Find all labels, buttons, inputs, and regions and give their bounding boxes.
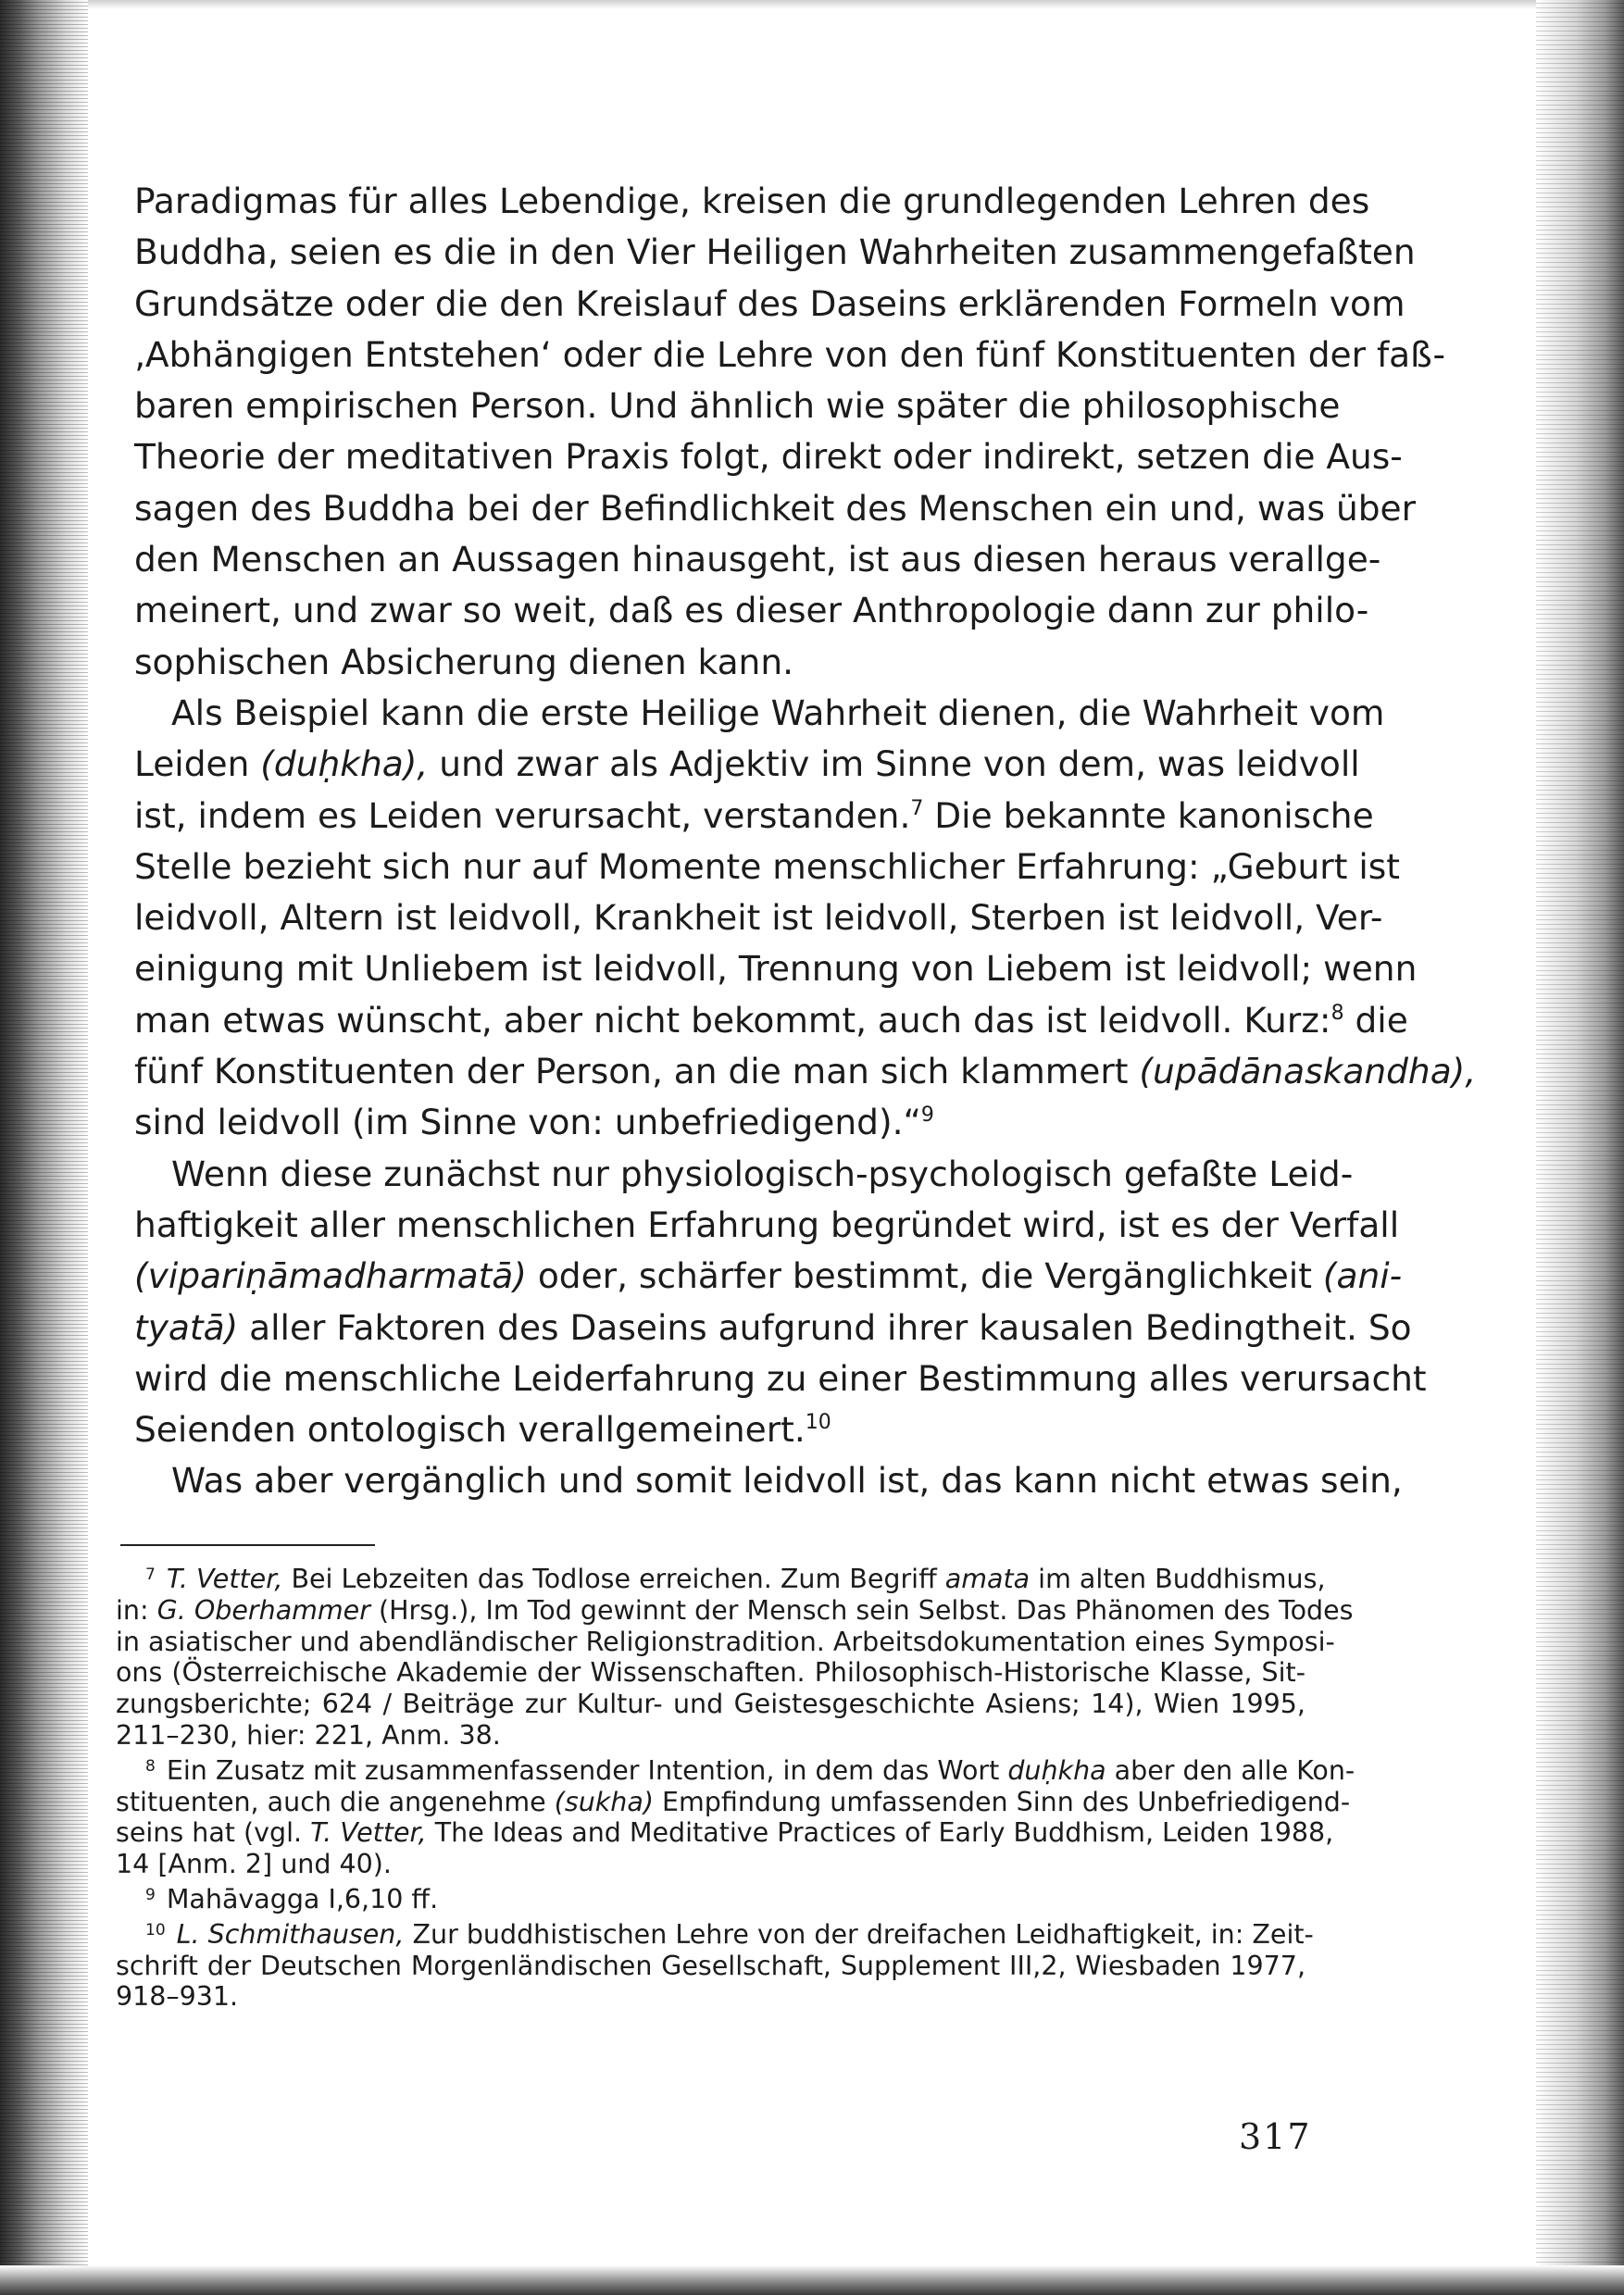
text-line: Wenn diese zunächst nur physiologisch-psychologisch gefaßte Leid-: [171, 1153, 1354, 1194]
text-line: sind leidvoll (im Sinne von: unbefriedigend).“$^9$: [134, 1102, 934, 1143]
footnote-line: $^{10}$ L. Schmithausen, Zur buddhistischen Lehre von der dreifachen Leidhaftigkeit, in: Zeit-: [145, 1918, 1314, 1950]
footnote-line: $^7$ T. Vetter, Bei Lebzeiten das Todlose erreichen. Zum Begriff amata im alten Buddhismus,: [145, 1564, 1326, 1594]
footnote-line: $^9$ Mahāvagga I,6,10 ff.: [145, 1883, 439, 1915]
footnote-9: [116, 1880, 1305, 1915]
text-line: Stelle bezieht sich nur auf Momente menschlicher Erfahrung: „Geburt ist: [134, 845, 1400, 887]
text-line: wird die menschliche Leiderfahrung zu einer Bestimmung alles verursacht: [134, 1357, 1427, 1399]
footnote-line: seins hat (vgl. T. Vetter, The Ideas and Meditative Practices of Early Buddhism, Leiden 1988,: [116, 1817, 1334, 1849]
book-spine-shadow: [0, 0, 88, 2295]
footnote-number: 7: [145, 1565, 156, 1584]
text-line: Seienden ontologisch verallgemeinert.$^{10}$: [134, 1409, 831, 1451]
text-line: ist, indem es Leiden verursacht, verstanden.$^7$ Die bekannte kanonische: [134, 794, 1374, 836]
page-edge-shadow: [1536, 0, 1624, 2295]
footnote-line: 14 [Anm. 2] und 40).: [116, 1849, 392, 1880]
text-line: tyatā) aller Faktoren des Daseins aufgrund ihrer kausalen Bedingtheit. So: [134, 1306, 1412, 1348]
body-paragraph: [134, 176, 1445, 688]
footnote-10: [116, 1915, 1314, 2013]
text-line: haftigkeit aller menschlichen Erfahrung begründet wird, ist es der Verfall: [134, 1204, 1400, 1245]
text-line: leidvoll, Altern ist leidvoll, Krankheit ist leidvoll, Sterben ist leidvoll, Ver-: [134, 897, 1383, 939]
footnote-line: 211–230, hier: 221, Anm. 38.: [116, 1719, 501, 1751]
footnote-line: in asiatischer und abendländischer Religionstradition. Arbeitsdokumentation eines Symposi-: [116, 1626, 1335, 1657]
footnote-line: zungsberichte; 624 / Beiträge zur Kultur- und Geistesgeschichte Asiens; 14), Wien 1995,: [116, 1689, 1305, 1720]
text-line: fünf Konstituenten der Person, an die man sich klammert (upādānaskandha),: [134, 1051, 1477, 1092]
page-number: 317: [1239, 2116, 1312, 2157]
text-line: Leiden (duḥkha), und zwar als Adjektiv im Sinne von dem, was leidvoll: [134, 743, 1360, 785]
body-paragraph: [134, 1455, 1403, 1506]
footnote-line: 918–931.: [116, 1981, 239, 2013]
footnotes: [116, 1560, 1355, 2013]
text-line: (vipariṇāmadharmatā) oder, schärfer bestimmt, die Vergänglichkeit (ani-: [134, 1255, 1403, 1297]
footnote-line: ons (Österreichische Akademie der Wissenschaften. Philosophisch-Historische Klasse, Sit-: [116, 1657, 1305, 1689]
footnote-line: schrift der Deutschen Morgenländischen Gesellschaft, Supplement III,2, Wiesbaden 1977,: [116, 1950, 1305, 1981]
text-line: Buddha, seien es die in den Vier Heiligen Wahrheiten zusammengefaßten: [134, 231, 1416, 273]
text-line: den Menschen an Aussagen hinausgeht, ist aus diesen heraus verallge-: [134, 539, 1381, 580]
footnote-line: in: G. Oberhammer (Hrsg.), Im Tod gewinnt der Mensch sein Selbst. Das Phänomen des Todes: [116, 1594, 1354, 1626]
scan-shadow-bottom: [0, 2265, 1624, 2295]
footnote-number: 10: [145, 1920, 166, 1940]
footnote-number: 9: [145, 1885, 156, 1904]
text-line: Paradigmas für alles Lebendige, kreisen die grundlegenden Lehren des: [134, 181, 1370, 221]
text-line: Grundsätze oder die den Kreislauf des Daseins erklärenden Formeln vom: [134, 282, 1405, 324]
footnote-7: [116, 1560, 1354, 1752]
scan-shadow-top: [0, 0, 1624, 9]
footnote-line: stituenten, auch die angenehme (sukha) Empfindung umfassenden Sinn des Unbefriedigend-: [116, 1786, 1351, 1817]
text-line: Theorie der meditativen Praxis folgt, direkt oder indirekt, setzen die Aus-: [134, 436, 1403, 478]
text-line: ‚Abhängigen Entstehen‘ oder die Lehre von den fünf Konstituenten der faß-: [134, 333, 1445, 375]
body-paragraph: [134, 1149, 1427, 1456]
footnote-8: [116, 1752, 1355, 1880]
footnote-line: $^8$ Ein Zusatz mit zusammenfassender Intention, in dem das Wort duḥkha aber den alle Kon-: [145, 1754, 1355, 1786]
text-line: baren empirischen Person. Und ähnlich wie später die philosophische: [134, 385, 1341, 427]
text-line: sagen des Buddha bei der Befindlichkeit des Menschen ein und, was über: [134, 487, 1417, 529]
body-paragraph: [134, 688, 1477, 1149]
footnote-number: 8: [145, 1756, 156, 1776]
text-line: Als Beispiel kann die erste Heilige Wahrheit dienen, die Wahrheit vom: [171, 692, 1385, 733]
text-line: meinert, und zwar so weit, daß es dieser Anthropologie dann zur philo-: [134, 590, 1369, 631]
body-text: [134, 176, 1477, 1507]
text-line: sophischen Absicherung dienen kann.: [134, 641, 794, 682]
text-line: einigung mit Unliebem ist leidvoll, Trennung von Liebem ist leidvoll; wenn: [134, 948, 1418, 990]
text-line: man etwas wünscht, aber nicht bekommt, auch das ist leidvoll. Kurz:$^8$ die: [134, 999, 1408, 1041]
footnote-separator: [120, 1544, 375, 1546]
text-line: Was aber vergänglich und somit leidvoll ist, das kann nicht etwas sein,: [171, 1460, 1403, 1502]
